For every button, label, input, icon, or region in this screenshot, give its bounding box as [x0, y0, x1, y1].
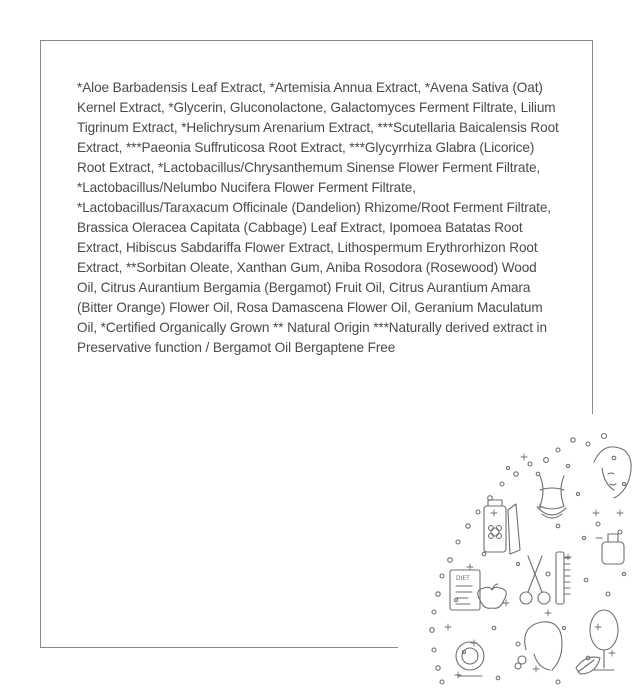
diet-card-icon — [450, 570, 506, 610]
sparkles — [445, 454, 623, 678]
swimsuit-icon — [538, 476, 566, 518]
perfume-bottle-icon — [596, 534, 624, 564]
woman-profile-icon — [515, 622, 562, 670]
ingredients-list: *Aloe Barbadensis Leaf Extract, *Artemisia Annua Extract, *Avena Sativa (Oat) Kernel Extract, *Glycerin, Gluconolactone, Galactomyces Ferment Filtrate, Lilium Tigrinum Extract, *Helichrysum Arenarium Extract, ***Scutellaria Baicalensis Root Extract, ***Paeonia Suffruticosa Root Extract, ***Glycyrrhiza Glabra (Licorice) Root Extract, *Lactobacillus/Chrysanthemum Sinense Flower Ferment Filtrate, *Lactobacillus/Nelumbo Nucifera Flower Ferment Filtrate, *Lactobacillus/Taraxacum Officinale (Dandelion) Rhizome/Root Ferment Filtrate, Brassica Oleracea Capitata (Cabbage) Leaf Extract, Ipomoea Batatas Root Extract, Hibiscus Sabdariffa Flower Extract, Lithospermum Erythrorhizon Root Extract, **Sorbitan Oleate, Xanthan Gum, Aniba Rosodora (Rosewood) Wood Oil, Citrus Aurantium Bergamia (Bergamot) Fruit Oil, Citrus Aurantium Amara (Bitter Orange) Flower Oil, Rosa Damascena Flower Oil, Geranium Maculatum Oil, *Certified Organically Grown ** Natural Origin ***Naturally derived extract in Preservative function / Bergamot Oil Bergaptene Free — [77, 80, 559, 355]
hand-mirror-icon — [590, 610, 618, 670]
woman-face-icon — [594, 447, 631, 498]
compact-powder-icon — [456, 642, 484, 676]
beauty-icons-illustration — [398, 414, 634, 690]
scissors-icon — [520, 556, 550, 604]
diet-card-label: DIET — [456, 575, 470, 582]
cream-tube-icon — [484, 500, 520, 554]
